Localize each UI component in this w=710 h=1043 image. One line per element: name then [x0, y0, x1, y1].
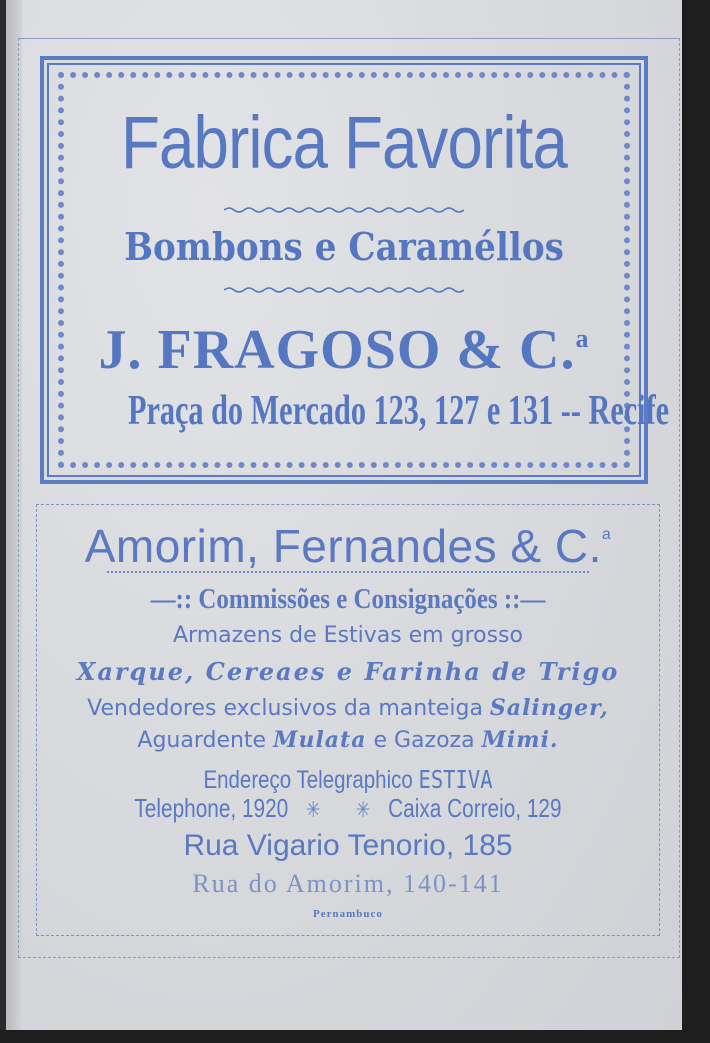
dotted-rule	[107, 571, 589, 573]
page-sheet	[6, 0, 682, 1030]
line4-text: Aguardente	[137, 728, 274, 753]
po-box: Caixa Correio, 129	[388, 793, 562, 823]
advert-owner	[44, 319, 644, 381]
advert2-line3	[37, 697, 659, 720]
dark-background-right	[682, 0, 710, 1043]
star-icon: ✳	[305, 797, 321, 822]
advert2-services: —:: Commissões e Consignações ::—	[150, 583, 546, 615]
owner-suffix: a	[575, 324, 590, 353]
advert2-line2: Xarque, Cereaes e Farinha de Trigo	[76, 657, 620, 686]
owner-name: J. FRAGOSO & C.	[98, 319, 576, 381]
advert-products: Bombons e Caraméllos	[124, 224, 564, 269]
line3-text: Vendedores exclusivos da manteiga	[87, 696, 490, 721]
advert-fabrica-favorita	[40, 56, 670, 484]
advert2-telegraph	[93, 767, 603, 793]
company-suffix: a	[601, 526, 612, 543]
advert2-street1: Rua Vigario Tenorio, 185	[183, 829, 513, 862]
telegraph-label: Endereço Telegraphico	[203, 766, 419, 794]
star-icon: ✳	[355, 797, 371, 822]
advert-address: Praça do Mercado 123, 127 e 131 -- Recife	[127, 388, 670, 434]
advert2-line4	[37, 729, 659, 752]
advert2-line1: Armazens de Estivas em grosso	[173, 623, 523, 648]
brand-salinger: Salinger,	[489, 695, 609, 721]
brand-mulata: Mulata	[273, 727, 367, 753]
line4-mid: e Gazoza	[366, 728, 482, 753]
advert2-street2: Rua do Amorim, 140-141	[192, 869, 504, 898]
advert-amorim-fernandes	[36, 504, 660, 936]
company-name: Amorim, Fernandes & C.	[84, 520, 602, 572]
advert2-contact	[99, 795, 597, 821]
brand-mimi: Mimi.	[481, 727, 559, 753]
advert-title: Fabrica Favorita	[120, 101, 568, 184]
dark-background-bottom	[0, 1030, 710, 1043]
telegraph-value: ESTIVA	[418, 765, 493, 794]
advert2-title	[37, 520, 659, 572]
advert2-city: Pernambuco	[313, 908, 383, 920]
telephone: Telephone, 1920	[134, 793, 289, 823]
squiggle-divider-1	[224, 206, 464, 214]
squiggle-divider-2	[224, 286, 464, 294]
